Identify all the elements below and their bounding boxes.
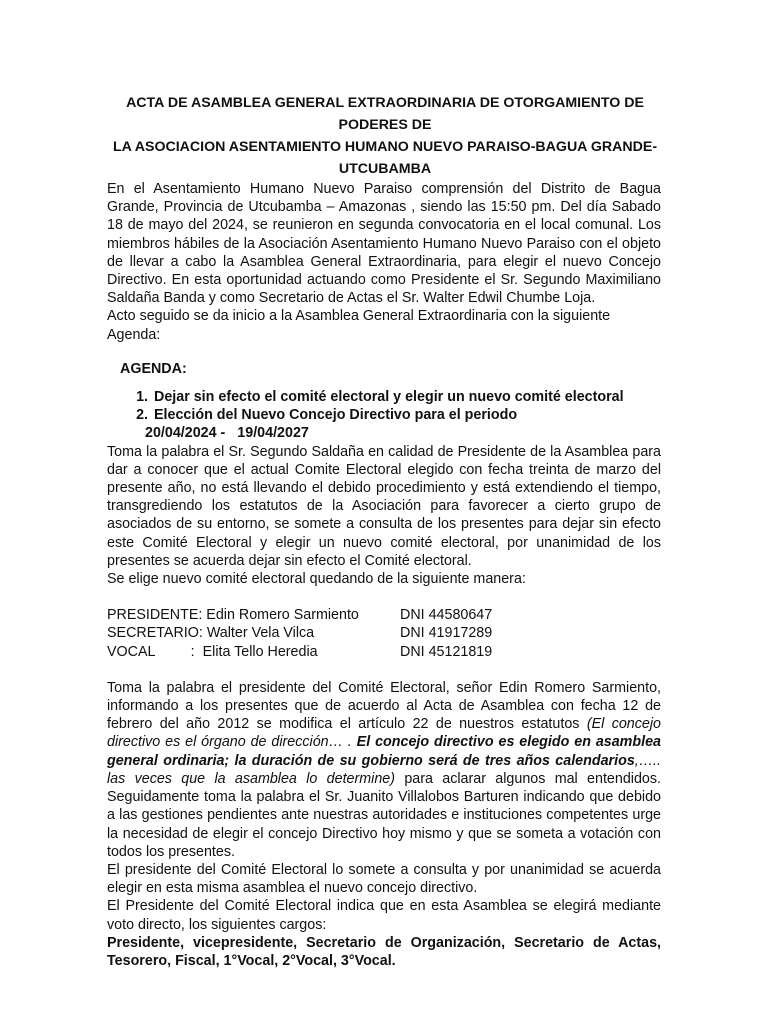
member-dni: DNI 45121819 bbox=[400, 643, 493, 660]
member-role: SECRETARIO: Walter Vela Vilca bbox=[107, 625, 315, 642]
member-dni: DNI 41917289 bbox=[400, 625, 493, 642]
statute-italic-2: ,….. las veces que la asamblea lo determine) bbox=[107, 752, 661, 787]
new-committee-paragraph: Se elige nuevo comité electoral quedando de la siguiente manera: bbox=[107, 571, 526, 588]
committee-paragraph: Toma la palabra el Sr. Segundo Saldaña en calidad de Presidente de la Asamblea para dar a conocer que el actual Comite Electoral elegido con fecha treinta de marzo del presente año, no está llevando el debido procedimiento y está extendiendo el tiempo, transgrediendo los estatutos de la Asociación para favorecer a cierto grupo de asociados de su entorno, se somete a consulta de los presentes para dejar sin efecto este Comité Electoral y elegir un nuevo comité electoral, por unanimidad de los presentes se acuerda dejar sin efecto el Comité electoral. bbox=[107, 443, 661, 569]
intro-followup: Acto seguido se da inicio a la Asamblea General Extraordinaria con la siguiente Agenda: bbox=[107, 308, 611, 343]
statute-paragraph bbox=[107, 679, 661, 861]
document-body bbox=[107, 180, 661, 970]
agenda-list bbox=[107, 388, 661, 424]
intro-paragraph: En el Asentamiento Humano Nuevo Paraiso comprensión del Distrito de Bagua Grande, Provincia de Utcubamba – Amazonas , siendo las 15:50 pm. Del día Sabado 18 de mayo del 2024, se reunieron en segunda convocatoria en el local comunal. Los miembros hábiles de la Asociación Asentamiento Humano Nuevo Paraiso con el objeto de llevar a cabo la Asamblea General Extraordinaria, para elegir el nuevo Concejo Directivo. En esta oportunidad actuando como Presidente el Sr. Segundo Maximiliano Saldaña Banda y como Secretario de Actas el Sr. Walter Edwil Chumbe Loja. bbox=[107, 181, 661, 307]
title-line-2: LA ASOCIACION ASENTAMIENTO HUMANO NUEVO PARAISO-BAGUA GRANDE- bbox=[112, 139, 658, 155]
document-title bbox=[100, 92, 670, 180]
agenda-period bbox=[107, 424, 661, 442]
member-role: VOCAL : Elita Tello Heredia bbox=[107, 643, 318, 660]
positions-intro-paragraph: El Presidente del Comité Electoral indica que en esta Asamblea se elegirá mediante voto directo, los siguientes cargos: bbox=[107, 898, 661, 933]
period-end: 19/04/2027 bbox=[237, 425, 309, 442]
title-line-3: UTCUBAMBA bbox=[338, 161, 432, 177]
agenda-heading: AGENDA: bbox=[120, 360, 187, 377]
agenda-item-2: 2. Elección del Nuevo Concejo Directivo para el periodo bbox=[152, 406, 661, 424]
statute-text-1: Toma la palabra el presidente del Comité Electoral, señor Edin Romero Sarmiento, informando a los presentes que de acuerdo al Acta de Asamblea con fecha 12 de febrero del año 2012 se modifica el artículo 22 de nuestros estatutos bbox=[107, 679, 661, 733]
period-start: 20/04/2024 - bbox=[145, 425, 226, 442]
title-line-1: ACTA DE ASAMBLEA GENERAL EXTRAORDINARIA DE OTORGAMIENTO DE PODERES DE bbox=[126, 95, 644, 133]
statute-italic-1: (El concejo directivo es el órgano de dirección… . bbox=[107, 716, 661, 751]
committee-member-president bbox=[107, 606, 661, 624]
member-dni: DNI 44580647 bbox=[400, 607, 493, 624]
consult-paragraph: El presidente del Comité Electoral lo somete a consulta y por unanimidad se acuerda elegir en esta misma asamblea el nuevo concejo directivo. bbox=[107, 861, 661, 897]
statute-text-2: para aclarar algunos mal entendidos. Seguidamente toma la palabra el Sr. Juanito Villalobos Barturen indicando que debido a las gestiones pendientes ante nuestras autoridades e instituciones competentes urge la necesidad de elegir el concejo Directivo hoy mismo y que se someta a votación con todos los presentes. bbox=[107, 770, 661, 860]
statute-bold-italic: El concejo directivo es elegido en asamblea general ordinaria; la duración de su gobierno será de tres años calendarios bbox=[107, 734, 661, 769]
positions-list: Presidente, vicepresidente, Secretario de Organización, Secretario de Actas, Tesorero, Fiscal, 1°Vocal, 2°Vocal, 3°Vocal. bbox=[107, 934, 661, 969]
member-role: PRESIDENTE: Edin Romero Sarmiento bbox=[107, 607, 359, 624]
committee-member-secretary bbox=[107, 624, 661, 642]
committee-member-vocal bbox=[107, 643, 661, 661]
agenda-item-1: 1. Dejar sin efecto el comité electoral y elegir un nuevo comité electoral bbox=[152, 388, 661, 406]
